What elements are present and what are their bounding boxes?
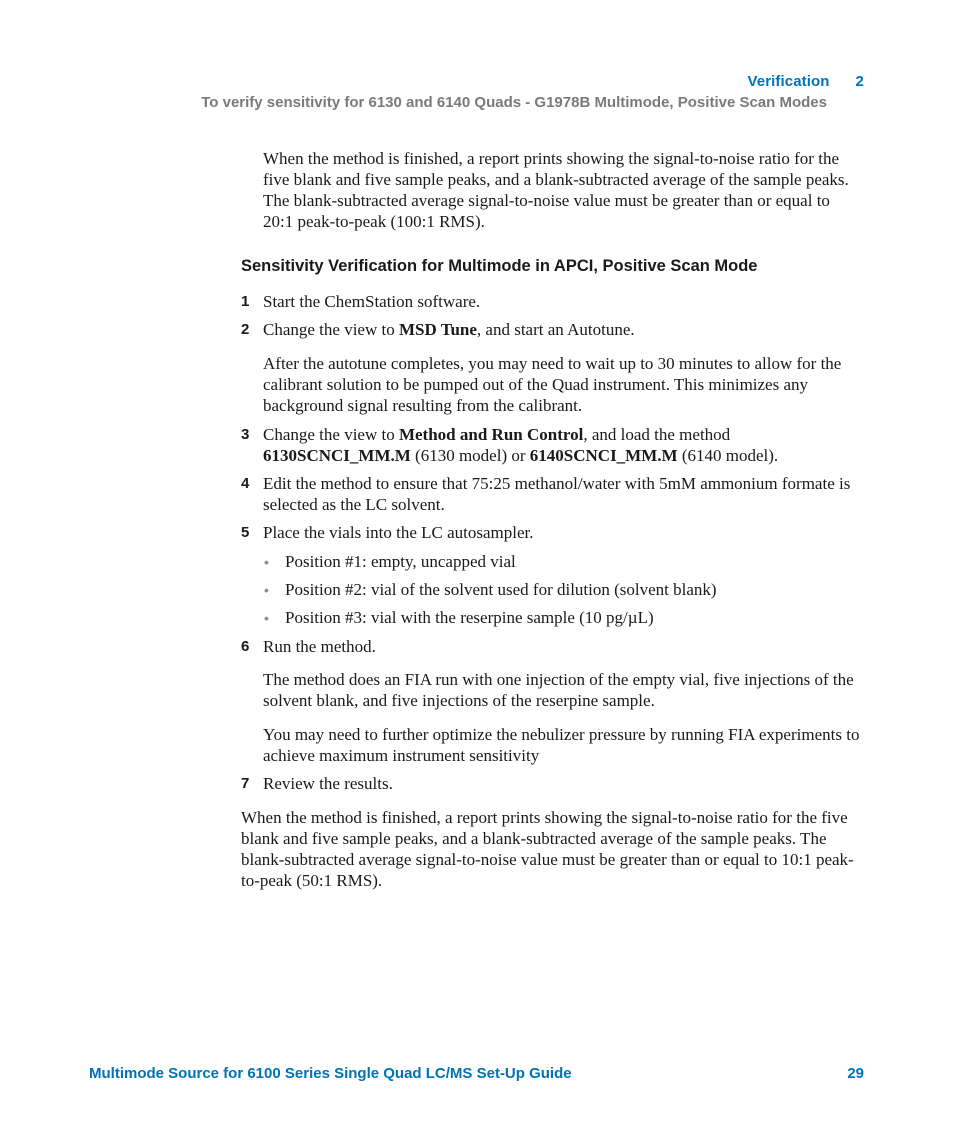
chapter-number: 2 xyxy=(855,73,864,90)
bullet-dot: • xyxy=(264,610,269,626)
bullet-item-1: Position #1: empty, uncapped vial xyxy=(285,552,516,571)
method-6130-name: 6130SCNCI_MM.M xyxy=(263,446,411,465)
step-5-text: Place the vials into the LC autosampler. xyxy=(263,523,534,542)
step-4-number: 4 xyxy=(241,475,250,492)
msd-tune-label: MSD Tune xyxy=(398,320,477,339)
method-6140-name: 6140SCNCI_MM.M xyxy=(529,446,678,465)
running-header-subtitle: To verify sensitivity for 6130 and 6140 Quads - G1978B Multimode, Positive Scan Modes xyxy=(201,94,827,111)
step-1-text: Start the ChemStation software. xyxy=(263,292,481,311)
bullet-dot: • xyxy=(264,554,269,570)
footer-title: Multimode Source for 6100 Series Single Quad LC/MS Set-Up Guide xyxy=(89,1065,572,1082)
step-2-note: After the autotune completes, you may need to wait up to 30 minutes to allow for the calibrant solution to be pumped out of the Quad instrument. This minimizes any background signal resulting from the calibrant. xyxy=(263,354,842,415)
step-3-number: 3 xyxy=(241,426,250,443)
step-7-number: 7 xyxy=(241,775,250,792)
method-run-control-label: Method and Run Control xyxy=(398,425,584,444)
step-7-text: Review the results. xyxy=(263,774,393,793)
step-4-text: Edit the method to ensure that 75:25 methanol/water with 5mM ammonium formate is selected as the LC solvent. xyxy=(263,474,851,514)
step-6-text: Run the method. xyxy=(263,637,376,656)
closing-paragraph: When the method is finished, a report prints showing the signal-to-noise ratio for the five blank and five sample peaks, and a blank-subtracted average of the sample peaks. The blank-subtracted average signal-to-noise value must be greater than or equal to 10:1 peak-to-peak (50:1 RMS). xyxy=(241,808,854,890)
step-2-number: 2 xyxy=(241,321,250,338)
running-header-section xyxy=(747,73,864,90)
section-name: Verification xyxy=(747,73,830,90)
bullet-dot: • xyxy=(264,582,269,598)
step-2-text: Change the view to MSD Tune, and start an Autotune. xyxy=(263,320,635,339)
step-3-text: Change the view to Method and Run Control, and load the method 6130SCNCI_MM.M (6130 model) or 6140SCNCI_MM.M (6140 model). xyxy=(263,425,779,465)
step-5-number: 5 xyxy=(241,524,250,541)
bullet-item-3: Position #3: vial with the reserpine sample (10 pg/µL) xyxy=(285,608,654,627)
section-heading: Sensitivity Verification for Multimode in APCI, Positive Scan Mode xyxy=(241,257,758,275)
page-number: 29 xyxy=(847,1065,864,1082)
step-6-note-1: The method does an FIA run with one injection of the empty vial, five injections of the solvent blank, and five injections of the reserpine sample. xyxy=(263,670,854,710)
intro-paragraph: When the method is finished, a report prints showing the signal-to-noise ratio for the five blank and five sample peaks, and a blank-subtracted average of the sample peaks. The blank-subtracted average signal-to-noise value must be greater than or equal to 20:1 peak-to-peak (100:1 RMS). xyxy=(263,149,849,231)
step-1-number: 1 xyxy=(241,293,250,310)
step-6-number: 6 xyxy=(241,638,250,655)
step-6-note-2: You may need to further optimize the nebulizer pressure by running FIA experiments to achieve maximum instrument sensitivity xyxy=(263,725,860,765)
bullet-item-2: Position #2: vial of the solvent used for dilution (solvent blank) xyxy=(285,580,717,599)
